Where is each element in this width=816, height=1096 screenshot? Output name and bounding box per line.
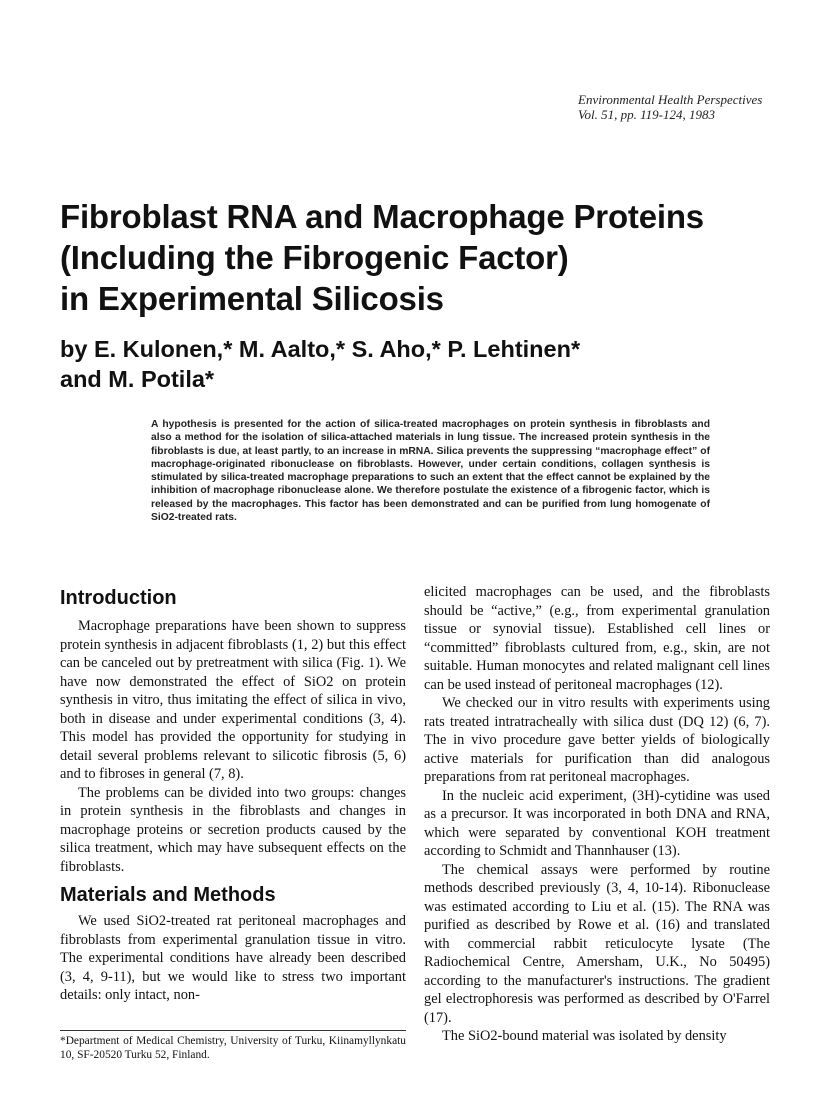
methods-paragraph: The chemical assays were performed by routine methods described previously (3, 4, 10-14). Ribonuclease was estimated according to Liu et al. (15). The RNA was purified as described by Rowe et al. (16) and translated with commercial rabbit reticulocyte lysate (The Radiochemical Centre, Amersham, U.K., No 50495) according to the manufacturer's instructions. The gradient gel electrophoresis was performed as described by O'Farrel (17). (424, 861, 770, 1026)
right-column (424, 583, 770, 1046)
journal-volume: Vol. 51, pp. 119-124, 1983 (578, 107, 715, 122)
author-line: and M. Potila* (60, 366, 215, 392)
title-line: (Including the Fibrogenic Factor) (60, 239, 569, 276)
methods-paragraph: elicited macrophages can be used, and the fibroblasts should be “active,” (e.g., from experimental granulation tissue or synovial tissue). Established cell lines or “committed” fibroblasts cultured from, e.g., skin, are not suitable. Human monocytes and related malignant cell lines can be used instead of peritoneal macrophages (12). (424, 584, 770, 693)
methods-paragraph: In the nucleic acid experiment, (3H)-cytidine was used as a precursor. It was incorporated in both DNA and RNA, which were separated by conventional KOH treatment according to Schmidt and Thannhauser (13). (424, 787, 770, 859)
abstract: A hypothesis is presented for the action of silica-treated macrophages on protein synthesis in fibroblasts and also a method for the isolation of silica-attached materials in lung tissue. The increased protein synthesis in the fibroblasts is due, at least partly, to an increase in mRNA. Silica prevents the suppressing “macrophage effect” of macrophage-originated ribonuclease on fibroblasts. However, under certain conditions, collagen synthesis is stimulated by silica-treated macrophage preparations to such an extent that the effect cannot be explained by the inhibition of macrophage ribonuclease alone. We therefore postulate the existence of a fibrogenic factor, which is released by the macrophages. This factor has been demonstrated and can be purified from lung homogenate of SiO2-treated rats. (151, 419, 710, 524)
left-column (60, 580, 406, 1005)
author-line: by E. Kulonen,* M. Aalto,* S. Aho,* P. Lehtinen* (60, 336, 581, 362)
article-title (60, 196, 800, 319)
methods-paragraph: We used SiO2-treated rat peritoneal macrophages and fibroblasts from experimental granulation tissue in vitro. The experimental conditions have already been described (3, 4, 9-11), but we would like to stress two important details: only intact, non- (60, 913, 406, 1003)
journal-citation (578, 92, 810, 122)
intro-paragraph: Macrophage preparations have been shown to suppress protein synthesis in adjacent fibroblasts (1, 2) but this effect can be canceled out by pretreatment with silica (Fig. 1). We have now demonstrated the effect of SiO2 on protein synthesis in vitro, thus imitating the effect of silica in vivo, both in disease and under experimental conditions (3, 4). This model has provided the opportunity for studying in detail several problems relevant to silicotic fibrosis (5, 6) and to fibroses in general (7, 8). (60, 618, 406, 782)
intro-paragraph: The problems can be divided into two groups: changes in protein synthesis in the fibroblasts and changes in macrophage proteins or secretion products caused by the silica treatment, which may have subsequent effects on the fibroblasts. (60, 784, 406, 875)
author-list (60, 334, 800, 394)
title-line: Fibroblast RNA and Macrophage Proteins (60, 198, 704, 235)
journal-name: Environmental Health Perspectives (578, 92, 763, 107)
affiliation-footnote: *Department of Medical Chemistry, University of Turku, Kiinamyllynkatu 10, SF-20520 Turku 52, Finland. (60, 1030, 406, 1062)
introduction-heading: Introduction (60, 587, 177, 609)
methods-paragraph: The SiO2-bound material was isolated by density (442, 1028, 727, 1044)
methods-paragraph: We checked our in vitro results with experiments using rats treated intratracheally with silica dust (DQ 12) (6, 7). The in vivo procedure gave better yields of biologically active materials for purification than did analogous preparations from rat peritoneal macrophages. (424, 695, 770, 785)
methods-heading: Materials and Methods (60, 884, 276, 906)
title-line: in Experimental Silicosis (60, 280, 444, 317)
